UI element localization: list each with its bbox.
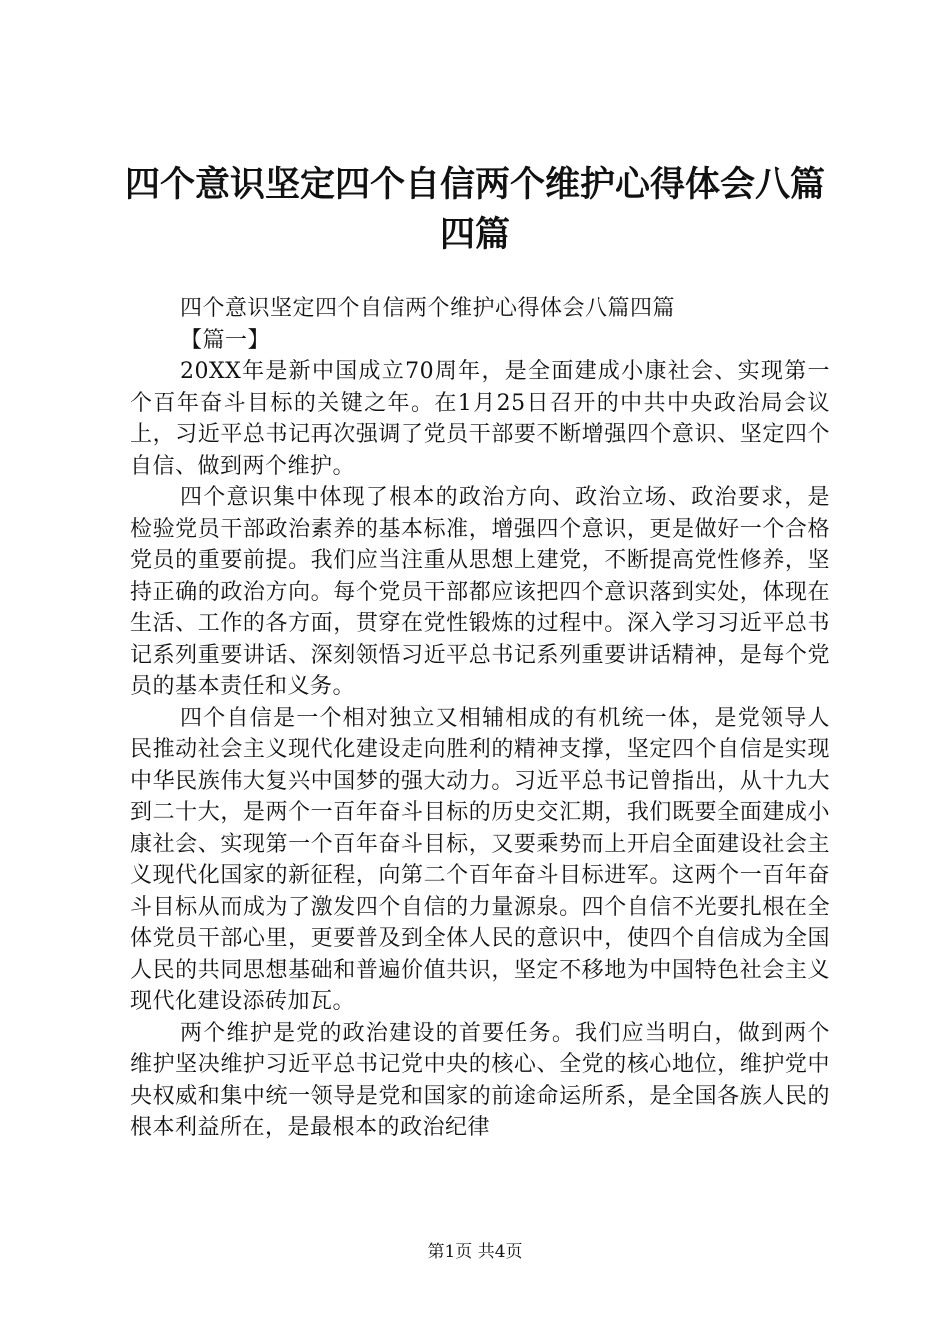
paragraph: 四个意识集中体现了根本的政治方向、政治立场、政治要求，是检验党员干部政治素养的基本标准，增强四个意识，更是做好一个合格党员的重要前提。我们应当注重从思想上建党，不断提高党性修养，坚持正确的政治方向。每个党员干部都应该把四个意识落到实处，体现在生活、工作的各方面，贯穿在党性锻炼的过程中。深入学习习近平总书记系列重要讲话、深刻领悟习近平总书记系列重要讲话精神，是每个党员的基本责任和义务。 (130, 485, 830, 699)
paragraph: 20XX年是新中国成立70周年，是全面建成小康社会、实现第一个百年奋斗目标的关键之年。在1月25日召开的中共中央政治局会议上，习近平总书记再次强调了党员干部要不断增强四个意识、坚定四个自信、做到两个维护。 (130, 359, 830, 479)
document-title-line-1: 四个意识坚定四个自信两个维护心得体会八篇 (124, 164, 825, 205)
page-number: 第1页 共4页 (427, 1242, 523, 1262)
document-title-line-2: 四篇 (439, 214, 510, 255)
section-label: 【篇一】 (180, 327, 271, 353)
document-subtitle: 四个意识坚定四个自信两个维护心得体会八篇四篇 (180, 296, 676, 321)
paragraph: 四个自信是一个相对独立又相辅相成的有机统一体，是党领导人民推动社会主义现代化建设走向胜利的精神支撑，坚定四个自信是实现中华民族伟大复兴中国梦的强大动力。习近平总书记曾指出，从十九大到二十大，是两个一百年奋斗目标的历史交汇期，我们既要全面建成小康社会、实现第一个百年奋斗目标，又要乘势而上开启全面建设社会主义现代化国家的新征程，向第二个百年奋斗目标进军。这两个一百年奋斗目标从而成为了激发四个自信的力量源泉。四个自信不光要扎根在全体党员干部心里，更要普及到全体人民的意识中，使四个自信成为全国人民的共同思想基础和普遍价值共识，坚定不移地为中国特色社会主义现代化建设添砖加瓦。 (130, 705, 830, 1014)
document-title (110, 160, 840, 260)
page-footer (0, 1241, 950, 1263)
paragraph: 两个维护是党的政治建设的首要任务。我们应当明白，做到两个维护坚决维护习近平总书记党中央的核心、全党的核心地位，维护党中央权威和集中统一领导是党和国家的前途命运所系，是全国各族人民的根本利益所在，是最根本的政治纪律 (130, 1020, 830, 1140)
document-body (130, 293, 830, 1144)
